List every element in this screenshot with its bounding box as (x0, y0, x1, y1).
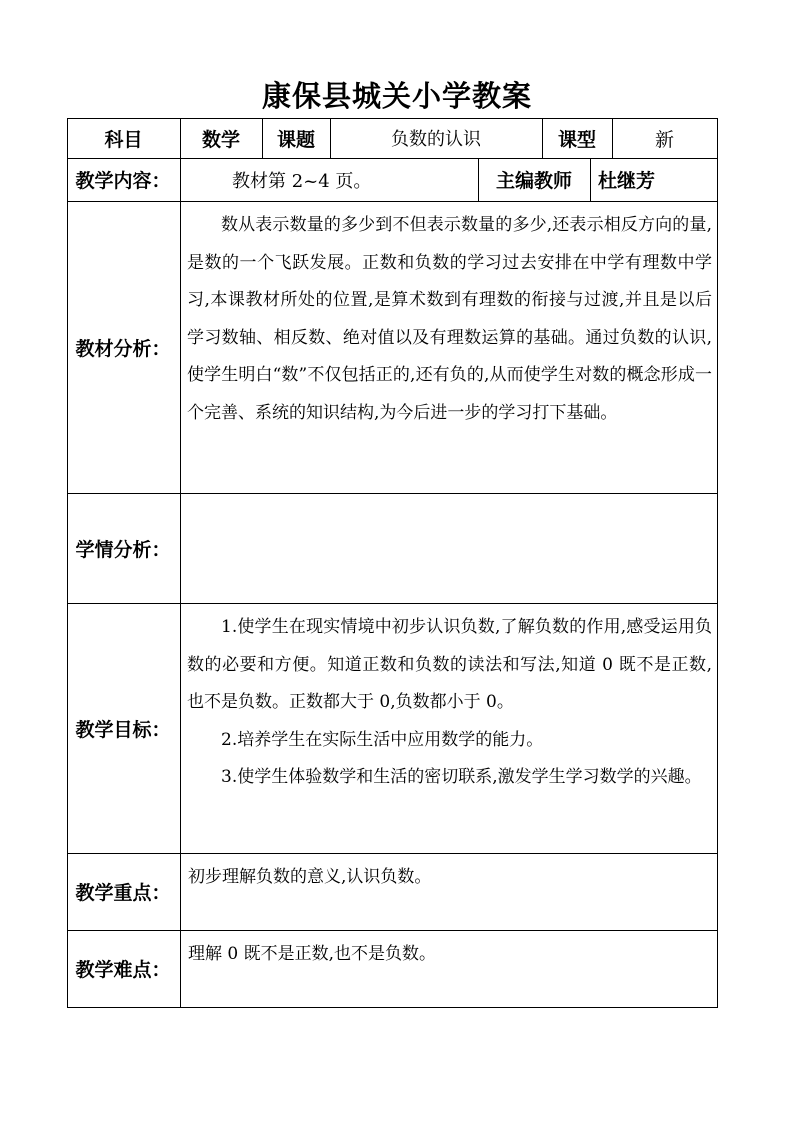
content-label: 教学内容： (75, 170, 171, 192)
teaching-goal-item: 2.培养学生在实际生活中应用数学的能力。 (221, 729, 544, 750)
difficulties-text: 理解 0 既不是正数,也不是负数。 (188, 944, 437, 964)
lesson-plan-table (67, 118, 718, 1008)
editor-label: 主编教师 (495, 170, 572, 192)
subject-value: 数学 (201, 128, 240, 151)
document-title: 康保县城关小学教案 (261, 79, 532, 113)
key-points-text: 初步理解负数的意义,认识负数。 (188, 867, 432, 887)
teaching-goal-item: 1.使学生在现实情境中初步认识负数,了解负数的作用,感受运用负数的必要和方便。知道正数和负数的读法和写法,知道 0 既不是正数,也不是负数。正数都大于 0,负数都小于 0。 (187, 617, 712, 712)
topic-value: 负数的认识 (391, 129, 481, 150)
type-value: 新 (654, 128, 674, 151)
table-rule (590, 158, 591, 202)
editor-value: 杜继芳 (598, 170, 656, 192)
table-rule (717, 118, 718, 1008)
teaching-goal-item: 3.使学生体验数学和生活的密切联系,激发学生学习数学的兴趣。 (221, 767, 702, 787)
teaching-goals-list (187, 609, 712, 797)
difficulties-label: 教学难点： (75, 959, 171, 981)
table-rule (67, 1007, 718, 1008)
table-rule (180, 118, 181, 1008)
student-analysis-label: 学情分析： (75, 538, 171, 561)
material-analysis-text: 数从表示数量的多少到不但表示数量的多少,还表示相反方向的量,是数的一个飞跃发展。正数和负数的学习过去安排在中学有理数中学习,本课教材所处的位置,是算术数到有理数的衔接与过渡,并且是以后学习数轴、相反数、绝对值以及有理数运算的基础。通过负数的认识,使学生明白“数”不仅包括正的,还有负的,从而使学生对数的概念形成一个完善、系统的知识结构,为今后进一步的学习打下基础。 (187, 215, 712, 423)
type-label: 课型 (557, 128, 596, 151)
material-analysis-text-block (187, 207, 712, 432)
teaching-goals-label: 教学目标： (75, 718, 171, 741)
subject-label: 科目 (104, 128, 143, 151)
key-points-label: 教学重点： (75, 882, 171, 904)
content-value: 教材第 2~4 页。 (232, 170, 372, 192)
material-analysis-label: 教材分析： (75, 337, 171, 360)
topic-label: 课题 (276, 128, 315, 151)
